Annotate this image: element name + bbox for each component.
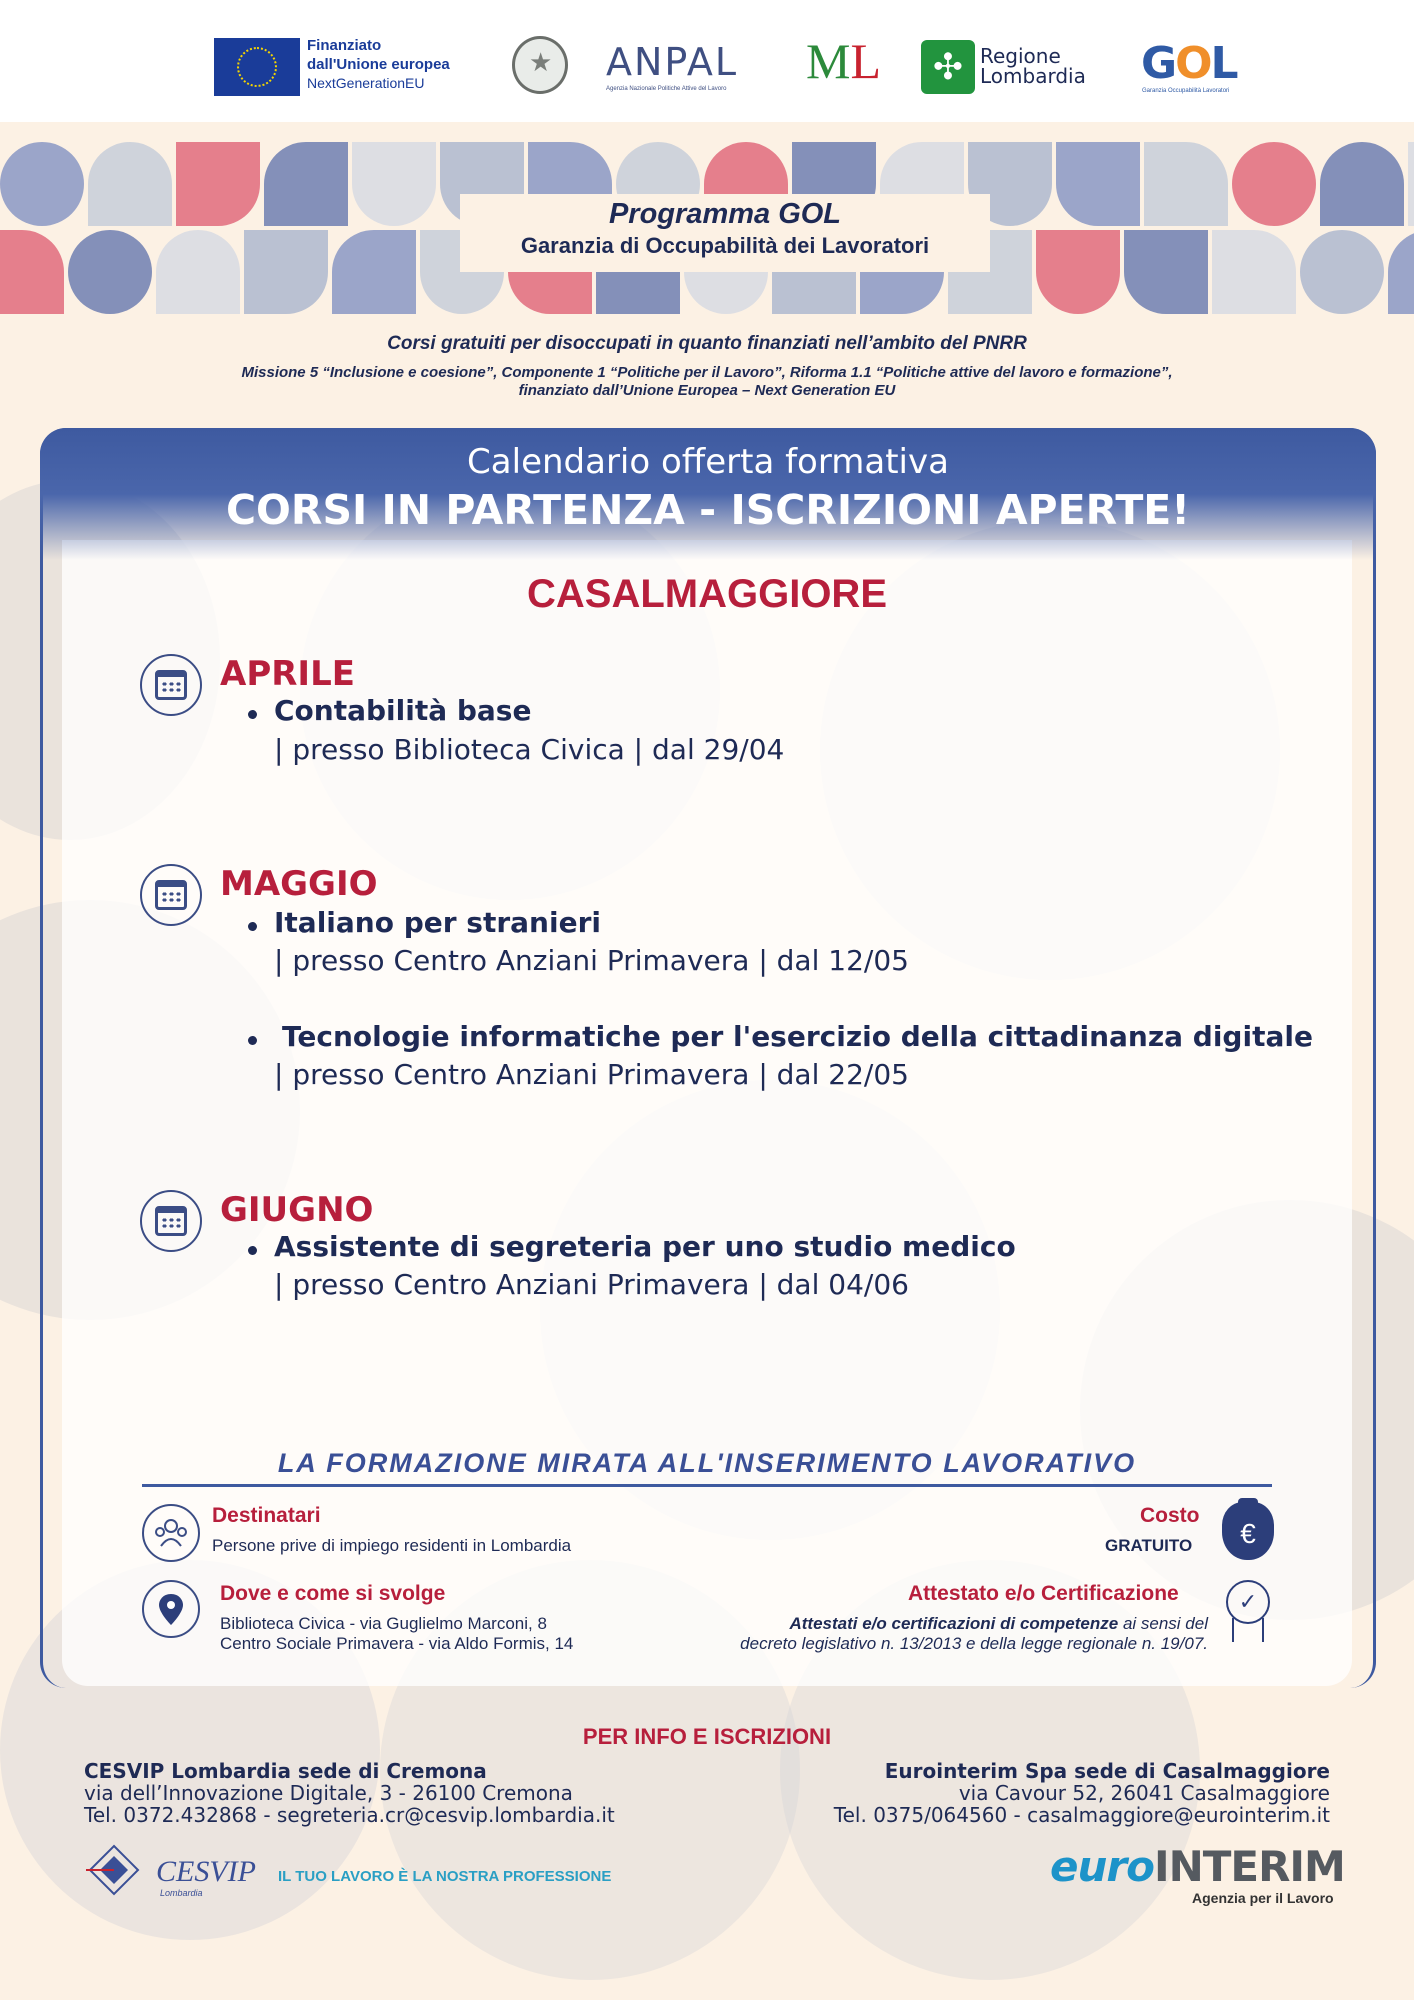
pattern-shape bbox=[1124, 230, 1208, 314]
course-title: Italiano per stranieri bbox=[274, 906, 601, 939]
location-details: Biblioteca Civica - via Guglielmo Marconi, 8 Centro Sociale Primavera - via Aldo Formis, 14 bbox=[220, 1614, 574, 1653]
anpal-subtitle: Agenzia Nazionale Politiche Attive del Lavoro bbox=[606, 86, 727, 92]
gol-logo: GOL bbox=[1141, 38, 1237, 89]
certificate-medal-icon: ✓ bbox=[1226, 1580, 1270, 1624]
calendar-icon bbox=[140, 654, 202, 716]
list-bullet bbox=[248, 1036, 257, 1045]
gol-logo-subtitle: Garanzia Occupabilità Lavoratori bbox=[1142, 88, 1230, 94]
pattern-shape bbox=[0, 230, 64, 314]
certification-title: Attestato e/o Certificazione bbox=[908, 1582, 1179, 1605]
cesvip-logo-text: CESVIP bbox=[156, 1855, 256, 1888]
open-enrollment-banner: CORSI IN PARTENZA - ISCRIZIONI APERTE! bbox=[225, 486, 1191, 534]
regione-lombardia-logo: Regione Lombardia bbox=[980, 44, 1086, 88]
cesvip-contact: CESVIP Lombardia sede di Cremona via dell’Innovazione Digitale, 3 - 26100 Cremona Tel. 0372.432868 - segreteria.cr@cesvip.lombardia.it bbox=[84, 1759, 615, 1827]
pattern-shape bbox=[264, 142, 348, 226]
list-bullet bbox=[248, 710, 257, 719]
course-location-date: | presso Centro Anziani Primavera | dal 22/05 bbox=[274, 1058, 909, 1091]
target-audience-text: Persone prive di impiego residenti in Lombardia bbox=[212, 1536, 572, 1555]
medal-ribbon bbox=[1232, 1618, 1264, 1642]
training-tagline: LA FORMAZIONE MIRATA ALL'INSERIMENTO LAVORATIVO bbox=[277, 1448, 1137, 1478]
pnrr-details: Missione 5 “Inclusione e coesione”, Componente 1 “Politiche per il Lavoro”, Riforma 1.1 “Politiche attive del lavoro e formazione”, finanziato dall’Unione Europea – Next Generation EU bbox=[241, 364, 1173, 399]
pattern-shape bbox=[1320, 142, 1404, 226]
eu-flag-icon bbox=[214, 38, 300, 96]
city-name: CASALMAGGIORE bbox=[527, 572, 887, 616]
people-group-icon bbox=[142, 1504, 200, 1562]
cesvip-tagline: IL TUO LAVORO È LA NOSTRA PROFESSIONE bbox=[278, 1868, 612, 1885]
pattern-shape bbox=[1300, 230, 1384, 314]
course-title: Assistente di segreteria per uno studio medico bbox=[274, 1230, 1016, 1263]
pattern-shape bbox=[1388, 230, 1414, 314]
month-label: MAGGIO bbox=[220, 864, 378, 904]
location-pin-icon bbox=[142, 1580, 200, 1638]
eurointerim-tagline: Agenzia per il Lavoro bbox=[1192, 1890, 1334, 1906]
eurointerim-contact: Eurointerim Spa sede di Casalmaggiore via Cavour 52, 26041 Casalmaggiore Tel. 0375/064560 - casalmaggiore@eurointerim.it bbox=[833, 1759, 1330, 1827]
euro-money-bag-icon: € bbox=[1222, 1502, 1274, 1560]
calendar-icon bbox=[140, 864, 202, 926]
pattern-shape bbox=[352, 142, 436, 226]
course-title: Contabilità base bbox=[274, 694, 532, 727]
pnrr-headline: Corsi gratuiti per disoccupati in quanto finanziati nell’ambito del PNRR bbox=[387, 333, 1027, 354]
course-location-date: | presso Biblioteca Civica | dal 29/04 bbox=[274, 733, 785, 766]
month-label: GIUGNO bbox=[220, 1190, 374, 1230]
list-bullet bbox=[248, 922, 257, 931]
calendar-icon bbox=[140, 1190, 202, 1252]
regione-lombardia-icon: ✣ bbox=[921, 40, 975, 94]
pattern-shape bbox=[1056, 142, 1140, 226]
list-bullet bbox=[248, 1246, 257, 1255]
calendar-title: Calendario offerta formativa bbox=[467, 442, 949, 482]
cesvip-logo-subtitle: Lombardia bbox=[160, 1888, 203, 1898]
pattern-shape bbox=[1144, 142, 1228, 226]
logo-bar bbox=[0, 0, 1414, 122]
pattern-shape bbox=[68, 230, 152, 314]
pattern-shape bbox=[0, 142, 84, 226]
ministero-lavoro-logo: ML bbox=[806, 33, 882, 89]
eurointerim-logo: euroINTERIM bbox=[1050, 1842, 1345, 1891]
cost-title: Costo bbox=[1140, 1504, 1200, 1527]
pattern-shape bbox=[156, 230, 240, 314]
course-title: Tecnologie informatiche per l'esercizio della cittadinanza digitale bbox=[282, 1020, 1313, 1053]
course-location-date: | presso Centro Anziani Primavera | dal 04/06 bbox=[274, 1268, 909, 1301]
pattern-shape bbox=[1212, 230, 1296, 314]
eu-funding-text: Finanziato dall'Unione europea NextGenerationEU bbox=[307, 37, 450, 91]
course-location-date: | presso Centro Anziani Primavera | dal 12/05 bbox=[274, 944, 909, 977]
cost-value: GRATUITO bbox=[1105, 1536, 1193, 1555]
italian-republic-emblem-icon bbox=[512, 36, 568, 94]
cesvip-logo-icon bbox=[86, 1842, 142, 1898]
pattern-shape bbox=[1408, 142, 1414, 226]
target-audience-title: Destinatari bbox=[212, 1504, 321, 1527]
calendar-card-header bbox=[40, 428, 1376, 560]
pattern-shape bbox=[88, 142, 172, 226]
pattern-shape bbox=[332, 230, 416, 314]
location-title: Dove e come si svolge bbox=[220, 1582, 446, 1605]
program-title-box bbox=[460, 194, 990, 272]
pattern-shape bbox=[1036, 230, 1120, 314]
divider bbox=[142, 1484, 1272, 1487]
pattern-shape bbox=[244, 230, 328, 314]
month-label: APRILE bbox=[220, 654, 355, 694]
anpal-logo: ANPAL bbox=[606, 40, 739, 84]
certification-details: Attestati e/o certificazioni di competenze ai sensi del decreto legislativo n. 13/2013 e della legge regionale n. 19/07. bbox=[740, 1614, 1208, 1653]
program-subtitle: Garanzia di Occupabilità dei Lavoratori bbox=[520, 233, 930, 258]
pattern-shape bbox=[176, 142, 260, 226]
program-title: Programma GOL bbox=[608, 198, 842, 230]
pattern-shape bbox=[1232, 142, 1316, 226]
info-heading: PER INFO E ISCRIZIONI bbox=[582, 1724, 832, 1749]
